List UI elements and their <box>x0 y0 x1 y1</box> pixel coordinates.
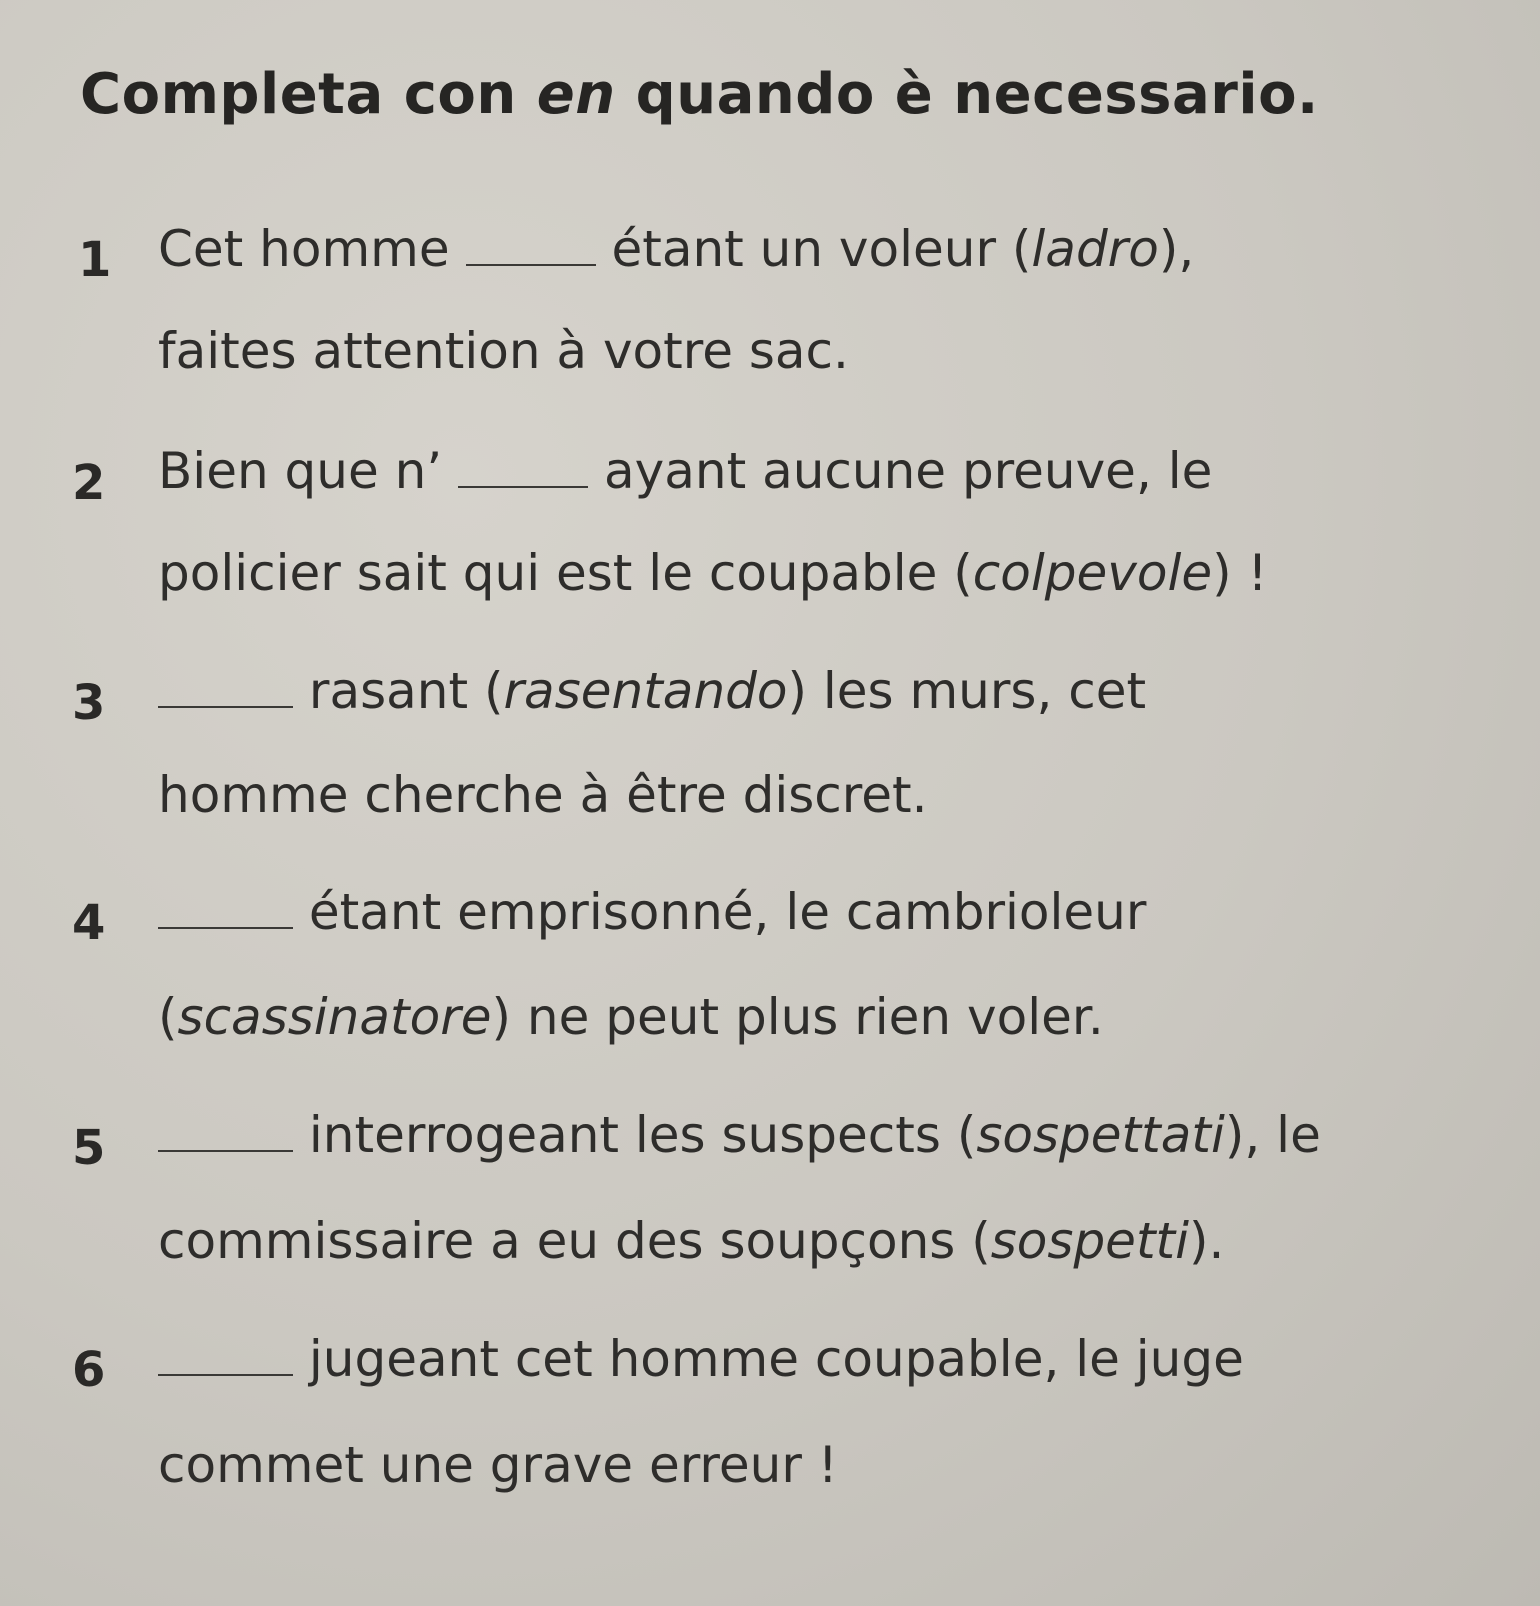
item-number: 1 <box>78 232 112 288</box>
item-text: commissaire a eu des soupçons ( <box>158 1212 991 1270</box>
item-number: 2 <box>72 455 106 511</box>
answer-blank[interactable] <box>466 263 596 266</box>
item-text: ) ! <box>1212 544 1268 602</box>
item-1-line-1 <box>158 220 1194 278</box>
item-5-line-2 <box>158 1212 1224 1270</box>
exercise-instruction <box>80 62 1319 127</box>
item-2-line-2 <box>158 544 1268 602</box>
italic-translation: colpevole <box>972 544 1213 602</box>
italic-translation: scassinatore <box>177 988 492 1046</box>
item-number: 6 <box>72 1342 106 1398</box>
instruction-keyword: en <box>536 62 616 127</box>
answer-blank[interactable] <box>158 705 293 708</box>
item-text: ). <box>1189 1212 1225 1270</box>
item-text: Cet homme <box>158 220 450 278</box>
item-number: 5 <box>72 1120 106 1176</box>
item-text: jugeant cet homme coupable, le juge <box>308 1330 1244 1388</box>
item-text: rasant ( <box>308 662 504 720</box>
item-2-line-1 <box>158 442 1212 500</box>
item-text: ) les murs, cet <box>787 662 1147 720</box>
item-6-line-1 <box>158 1330 1244 1388</box>
italic-translation: ladro <box>1031 220 1159 278</box>
item-text: Bien que n’ <box>158 442 443 500</box>
answer-blank[interactable] <box>158 1373 293 1376</box>
item-number: 4 <box>72 895 106 951</box>
item-text: policier sait qui est le coupable ( <box>158 544 973 602</box>
item-5-line-1 <box>158 1106 1321 1164</box>
item-1-line-2: faites attention à votre sac. <box>158 322 849 380</box>
item-3-line-2: homme cherche à être discret. <box>158 766 928 824</box>
item-3-line-1 <box>158 662 1146 720</box>
answer-blank[interactable] <box>158 1149 293 1152</box>
answer-blank[interactable] <box>458 485 588 488</box>
item-4-line-1 <box>158 883 1146 941</box>
item-text: ayant aucune preuve, le <box>604 442 1213 500</box>
answer-blank[interactable] <box>158 926 293 929</box>
item-text: ), le <box>1224 1106 1321 1164</box>
item-text: étant un voleur ( <box>611 220 1032 278</box>
item-text: étant emprisonné, le cambrioleur <box>308 883 1147 941</box>
item-number: 3 <box>72 675 106 731</box>
italic-translation: sospettati <box>976 1106 1225 1164</box>
italic-translation: sospetti <box>990 1212 1190 1270</box>
item-text: ) ne peut plus rien voler. <box>491 988 1104 1046</box>
item-4-line-2 <box>158 988 1104 1046</box>
item-6-line-2: commet une grave erreur ! <box>158 1436 838 1494</box>
instruction-text-before: Completa con <box>80 62 537 127</box>
instruction-text-after: quando è necessario. <box>615 62 1319 127</box>
item-text: interrogeant les suspects ( <box>308 1106 977 1164</box>
italic-translation: rasentando <box>503 662 788 720</box>
item-text: ), <box>1158 220 1195 278</box>
item-text: ( <box>158 988 178 1046</box>
